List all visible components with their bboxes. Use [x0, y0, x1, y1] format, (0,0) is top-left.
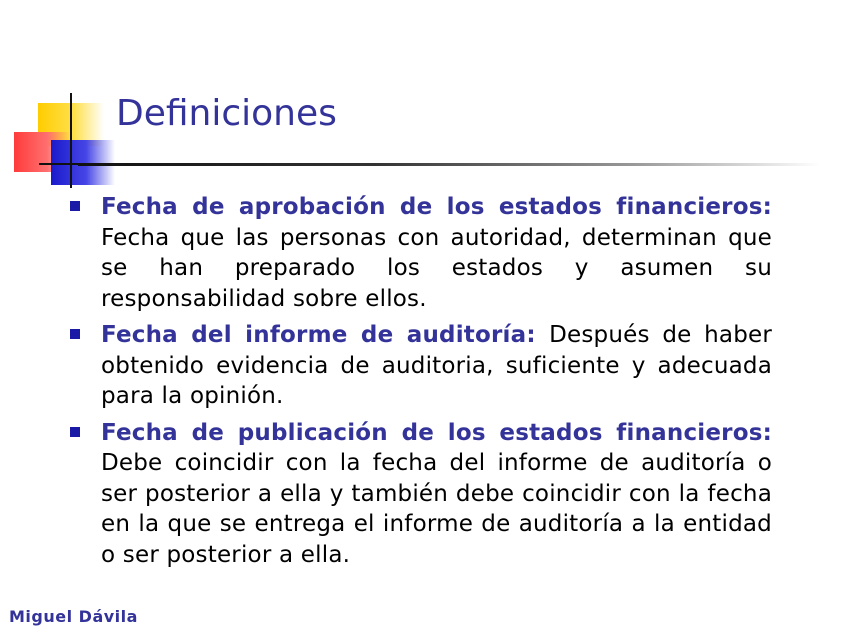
bullet-definition: Debe coincidir con la fecha del informe de auditoría o ser posterior a ella y también debe coincidir con la fecha en la que se entrega el informe de auditoría a la entidad o ser posterior a ella.	[101, 450, 772, 568]
bullet-term: Fecha del informe de auditoría:	[101, 322, 550, 348]
logo-horizontal-line	[39, 163, 79, 165]
square-bullet-icon	[70, 329, 80, 339]
title-underline	[78, 163, 820, 166]
bullet-definition: Fecha que las personas con autoridad, determinan que se han preparado los estados y asumen su responsabilidad sobre ellos.	[101, 224, 772, 312]
bullet-list	[66, 192, 772, 576]
bullet-item	[66, 320, 772, 412]
logo-vertical-line	[70, 93, 72, 188]
square-bullet-icon	[70, 201, 80, 211]
bullet-item	[66, 192, 772, 314]
bullet-item	[66, 418, 772, 571]
slide-title: Definiciones	[116, 93, 337, 134]
square-bullet-icon	[70, 427, 80, 437]
bullet-term: Fecha de aprobación de los estados financieros:	[101, 194, 772, 220]
bullet-definition: Después de haber obtenido evidencia de auditoria, suficiente y adecuada para la opinión.	[101, 322, 773, 409]
author-footer: Miguel Dávila	[9, 607, 138, 626]
bullet-term: Fecha de publicación de los estados financieros:	[101, 419, 772, 446]
